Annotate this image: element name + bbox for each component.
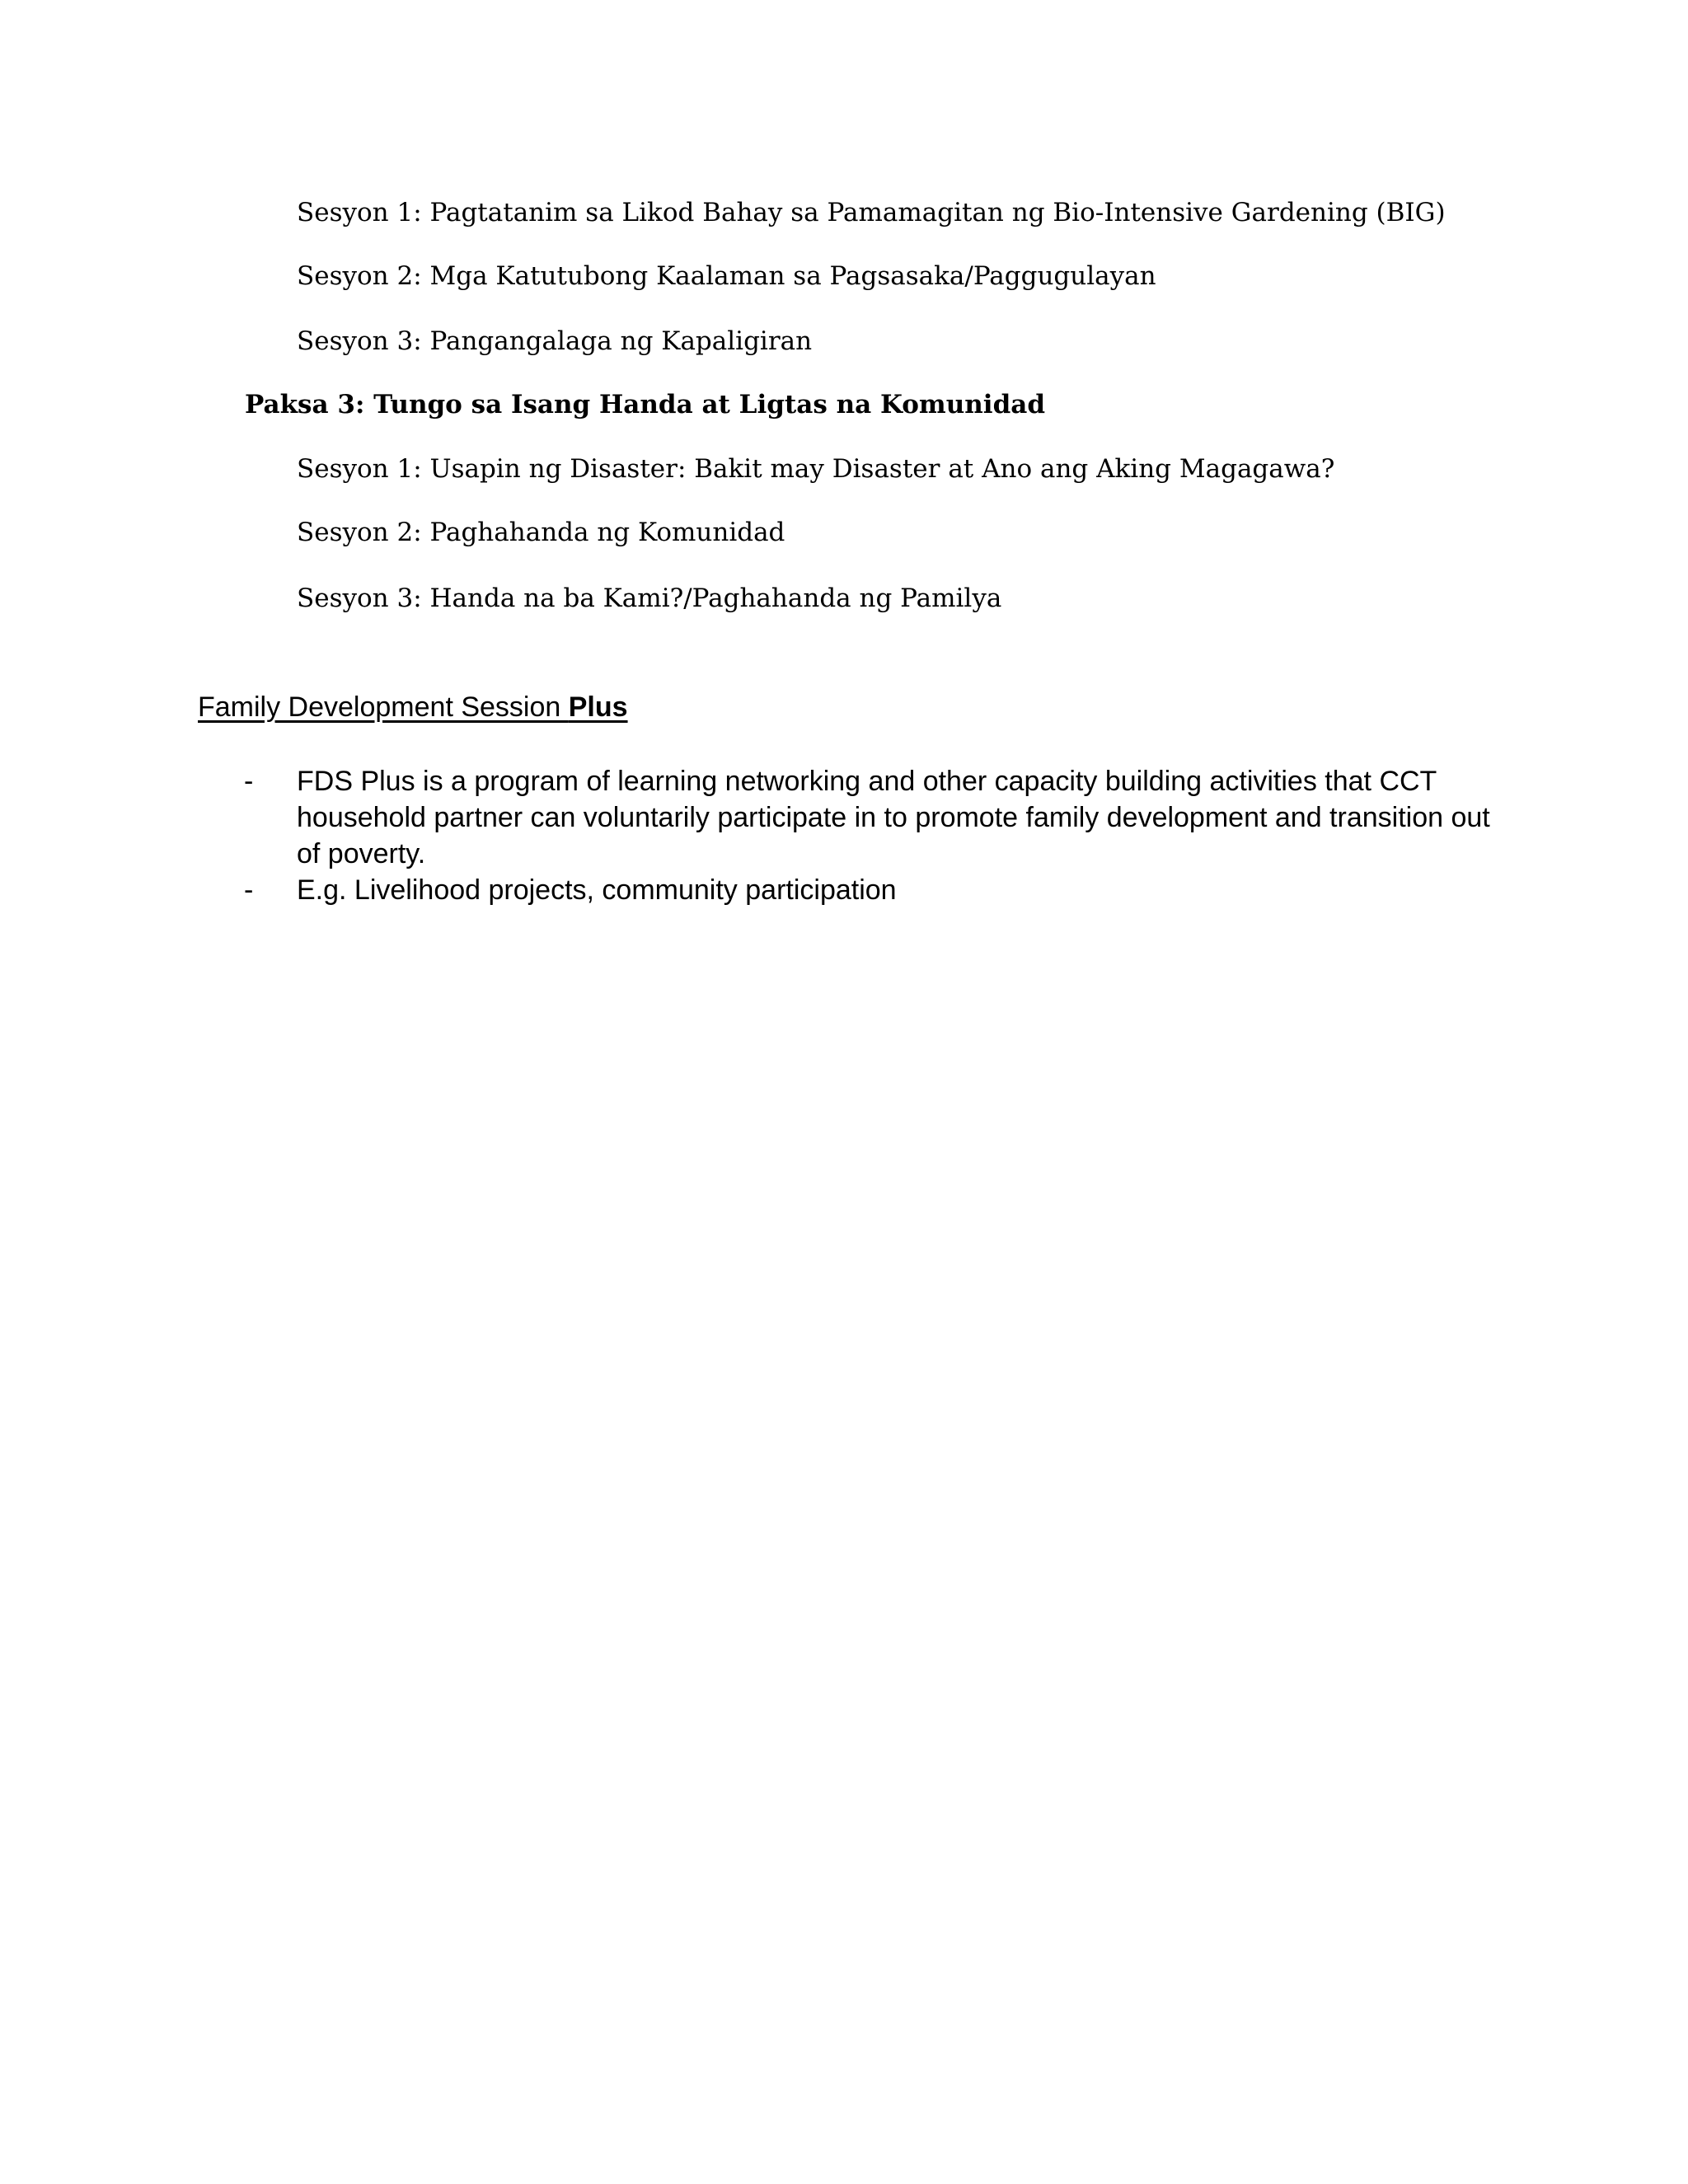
list-item	[244, 763, 1497, 872]
topic2-session-2: Sesyon 2: Mga Katutubong Kaalaman sa Pagsasaka/Paggugulayan	[297, 261, 1156, 291]
topic3-session-2: Sesyon 2: Paghahanda ng Komunidad	[297, 518, 785, 547]
topic2-session-3: Sesyon 3: Pangangalaga ng Kapaligiran	[297, 326, 813, 356]
bullet-text: E.g. Livelihood projects, community participation	[297, 874, 897, 906]
bullet-dash: -	[244, 874, 254, 906]
topic3-heading: Paksa 3: Tungo sa Isang Handa at Ligtas na Komunidad	[245, 390, 1046, 419]
list-item	[244, 872, 1497, 908]
topic3-session-3: Sesyon 3: Handa na ba Kami?/Paghahanda ng Pamilya	[297, 583, 1002, 613]
topic3-session-1: Sesyon 1: Usapin ng Disaster: Bakit may Disaster at Ano ang Aking Magagawa?	[297, 454, 1335, 484]
fds-plus-heading	[198, 689, 628, 725]
bullet-text: FDS Plus is a program of learning networking and other capacity building activities that CCT household partner can voluntarily participate in to promote family development and transition out of poverty.	[297, 766, 1490, 869]
bullet-dash: -	[244, 766, 254, 797]
topic2-session-1: Sesyon 1: Pagtatanim sa Likod Bahay sa Pamamagitan ng Bio-Intensive Gardening (BIG)	[297, 198, 1446, 227]
fds-plus-bullet-list	[244, 763, 1497, 908]
fds-plus-heading-regular: Family Development Session	[198, 691, 569, 723]
fds-plus-heading-bold: Plus	[568, 691, 628, 723]
